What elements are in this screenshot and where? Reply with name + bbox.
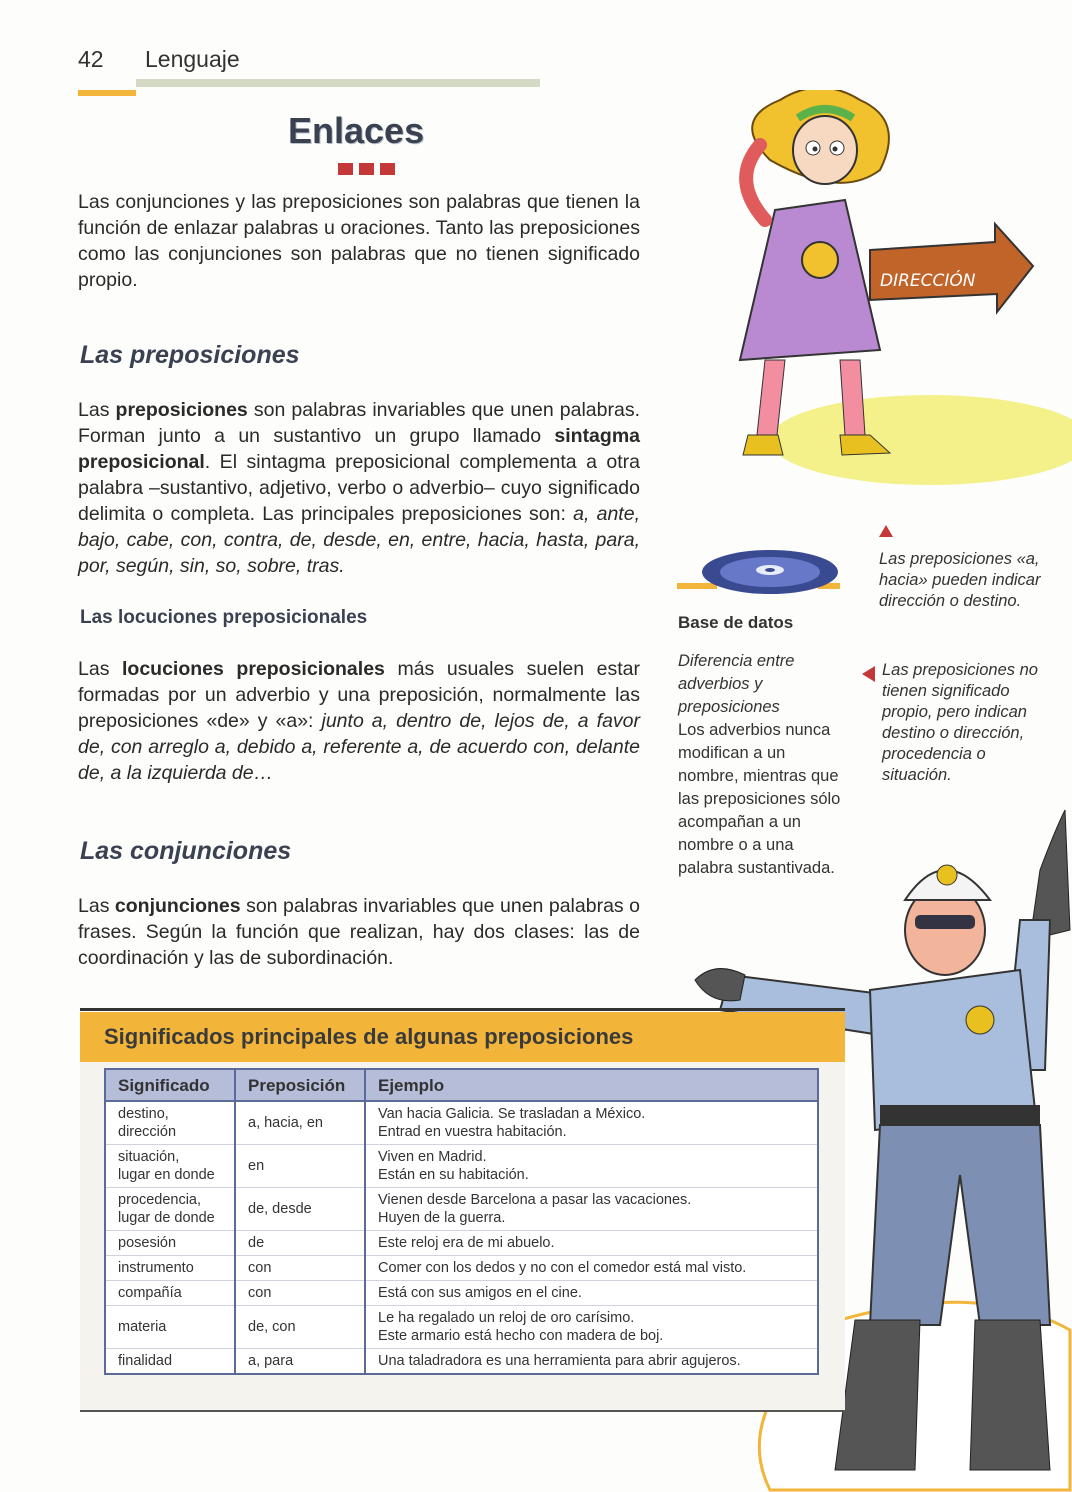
boot-right [970,1320,1050,1470]
cell-ejemplo: Van hacia Galicia. Se trasladan a México. Entrad en vuestra habitación. [365,1101,818,1145]
header-ejemplo: Ejemplo [365,1069,818,1101]
table-top-rule [80,1008,845,1011]
cd-icon [700,548,840,596]
direction-arrow-sign [870,224,1033,312]
title-ornament [338,163,395,175]
trousers [870,1125,1050,1325]
belt [880,1105,1040,1127]
triangle-left-icon [862,666,875,682]
floor-shadow [770,395,1072,485]
table-title: Significados principales de algunas preposiciones [104,1024,634,1049]
cell-preposicion: de, con [235,1306,365,1349]
cell-significado: situación, lugar en donde [105,1145,235,1188]
section-title: Lenguaje [145,46,240,72]
paragraph-preposiciones: Las preposiciones son palabras invariables que unen palabras. Forman junto a un sustantivo un grupo llamado sintagma preposicional. El sintagma preposicional complementa a otra palabra –sustantivo, adjetivo, verbo o adverbio– cuyo significado delimita o completa. Las principales preposiciones son: a, ante, bajo, cabe, con, contra, de, desde, en, entre, hacia, hasta, para, por, según, sin, so, sobre, tras. [78,399,640,577]
cell-ejemplo: Este reloj era de mi abuelo. [365,1231,818,1256]
table-header-row [105,1069,818,1101]
header-accent [78,90,136,96]
table-bottom-rule [80,1410,845,1412]
table-row [105,1188,818,1231]
cell-ejemplo: Comer con los dedos y no con el comedor está mal visto. [365,1256,818,1281]
table-body [105,1101,818,1374]
cell-preposicion: en [235,1145,365,1188]
cell-preposicion: a, para [235,1349,365,1375]
page-number: 42 [78,46,104,72]
cell-ejemplo: Vienen desde Barcelona a pasar las vacaciones. Huyen de la guerra. [365,1188,818,1231]
cell-significado: materia [105,1306,235,1349]
header-preposicion: Preposición [235,1069,365,1101]
cell-significado: instrumento [105,1256,235,1281]
cell-ejemplo: Le ha regalado un reloj de oro carísimo. Este armario está hecho con madera de boj. [365,1306,818,1349]
prepositions-table [104,1068,819,1375]
cell-significado: finalidad [105,1349,235,1375]
table-row [105,1281,818,1306]
intro-paragraph: Las conjunciones y las preposiciones son palabras que tienen la función de enlazar palabras u oraciones. Tanto las preposiciones como las conjunciones son palabras que no tienen significado propio. [78,191,640,291]
paragraph-conjunciones: Las conjunciones son palabras invariables que unen palabras o frases. Según la función que realizan, hay dos clases: las de coordinación y las de subordinación. [78,895,640,969]
sun-emblem [802,242,838,278]
table-row [105,1231,818,1256]
badge-icon [966,1006,994,1034]
paragraph-locuciones: Las locuciones preposicionales más usuales suelen estar formadas por un adverbio y una preposición, normalmente las preposiciones «de» y «a»: junto a, dentro de, lejos de, a favor de, con arreglo a, debido a, referente a, de acuerdo con, delante de, a la izquierda de… [78,658,641,784]
page-title: Enlaces [288,110,425,151]
sidebar-subtitle: Diferencia entre adverbios y preposiciones [678,652,795,716]
table-row [105,1256,818,1281]
cell-ejemplo: Está con sus amigos en el cine. [365,1281,818,1306]
cell-significado: posesión [105,1231,235,1256]
girl-illustration [680,90,1072,500]
note-meaning: Las preposiciones no tienen significado propio, pero indican destino o dirección, procedencia o situación. [882,661,1038,784]
cell-preposicion: a, hacia, en [235,1101,365,1145]
cell-preposicion: de [235,1231,365,1256]
table-row [105,1101,818,1145]
header-rule [136,79,540,87]
sidebar-body: Los adverbios nunca modifican a un nombre, mientras que las preposiciones sólo acompañan a un nombre o a una palabra sustantivada. [678,721,841,877]
table-row [105,1145,818,1188]
cell-significado: procedencia, lugar de donde [105,1188,235,1231]
sidebar-title: Base de datos [678,613,794,632]
cell-significado: compañía [105,1281,235,1306]
cell-ejemplo: Viven en Madrid. Están en su habitación. [365,1145,818,1188]
heading-locuciones: Las locuciones preposicionales [80,607,368,628]
sunglasses [915,915,975,929]
table-row [105,1306,818,1349]
cell-preposicion: de, desde [235,1188,365,1231]
note-direction: Las preposiciones «a, hacia» pueden indicar dirección o destino. [879,550,1041,610]
heading-conjunciones: Las conjunciones [80,837,292,865]
table-row [105,1349,818,1375]
sign-text: DIRECCIÓN [880,271,976,291]
cell-significado: destino, dirección [105,1101,235,1145]
heading-preposiciones: Las preposiciones [80,341,300,369]
cell-ejemplo: Una taladradora es una herramienta para abrir agujeros. [365,1349,818,1375]
cell-preposicion: con [235,1281,365,1306]
face [793,116,857,184]
cell-preposicion: con [235,1256,365,1281]
triangle-up-icon [879,525,893,537]
header-significado: Significado [105,1069,235,1101]
